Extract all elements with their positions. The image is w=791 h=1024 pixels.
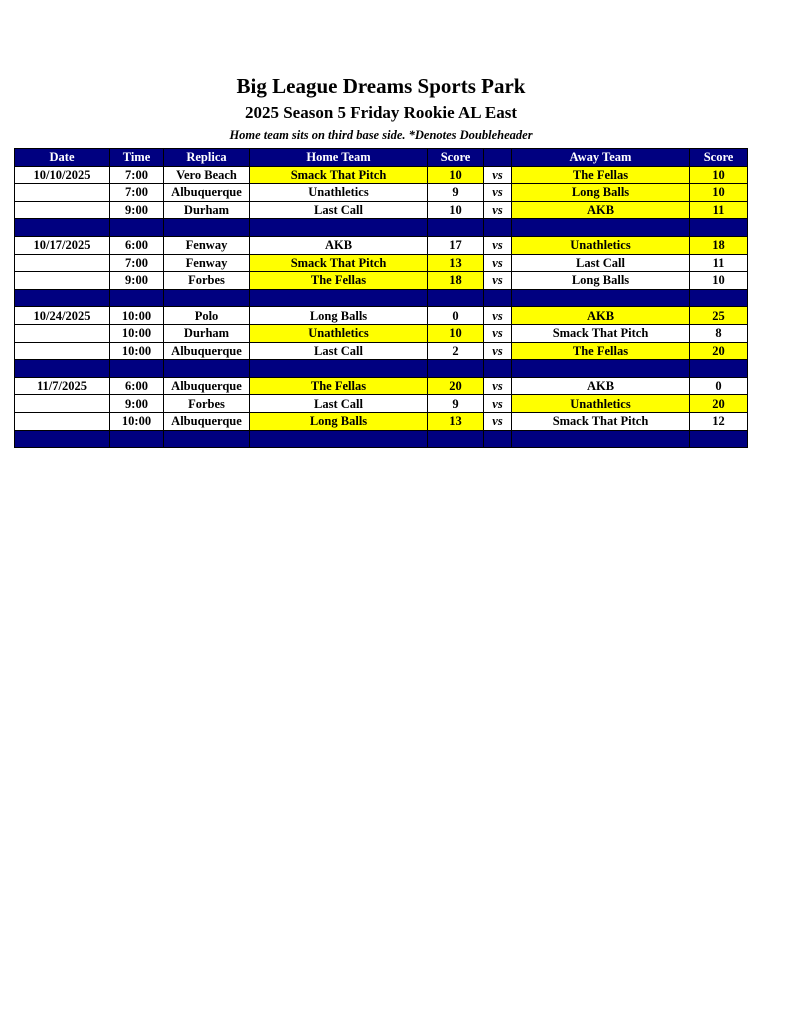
page-subtitle: 2025 Season 5 Friday Rookie AL East <box>244 103 518 122</box>
home-team: The Fellas <box>250 272 428 290</box>
away-score: 11 <box>690 201 748 219</box>
away-score: 8 <box>690 324 748 342</box>
vs-label: vs <box>484 324 512 342</box>
game-replica: Albuquerque <box>164 184 250 202</box>
page-title: Big League Dreams Sports Park <box>236 74 526 98</box>
game-time: 10:00 <box>110 412 164 430</box>
home-score: 0 <box>428 307 484 325</box>
game-replica: Durham <box>164 201 250 219</box>
away-team: Smack That Pitch <box>512 324 690 342</box>
game-time: 9:00 <box>110 395 164 413</box>
away-score: 20 <box>690 342 748 360</box>
home-score: 13 <box>428 412 484 430</box>
table-row <box>15 342 748 360</box>
game-date <box>15 324 110 342</box>
home-score: 17 <box>428 236 484 254</box>
vs-label: vs <box>484 412 512 430</box>
column-header-away-team: Away Team <box>512 149 690 167</box>
home-score: 2 <box>428 342 484 360</box>
home-team: Long Balls <box>250 307 428 325</box>
game-replica: Albuquerque <box>164 342 250 360</box>
away-score: 11 <box>690 254 748 272</box>
table-row <box>15 184 748 202</box>
away-score: 10 <box>690 184 748 202</box>
game-time: 10:00 <box>110 307 164 325</box>
game-replica: Polo <box>164 307 250 325</box>
game-replica: Forbes <box>164 395 250 413</box>
away-score: 10 <box>690 166 748 184</box>
game-replica: Durham <box>164 324 250 342</box>
table-row <box>15 307 748 325</box>
home-score: 20 <box>428 377 484 395</box>
column-header-home-team: Home Team <box>250 149 428 167</box>
home-score: 10 <box>428 166 484 184</box>
away-team: AKB <box>512 307 690 325</box>
away-team: AKB <box>512 201 690 219</box>
vs-label: vs <box>484 395 512 413</box>
game-replica: Fenway <box>164 254 250 272</box>
home-team: Unathletics <box>250 324 428 342</box>
table-row <box>15 166 748 184</box>
home-team: Last Call <box>250 342 428 360</box>
column-header-time: Time <box>110 149 164 167</box>
game-date <box>15 201 110 219</box>
table-row <box>15 272 748 290</box>
vs-label: vs <box>484 272 512 290</box>
away-score: 20 <box>690 395 748 413</box>
column-header-vs <box>484 149 512 167</box>
away-team: Unathletics <box>512 395 690 413</box>
game-time: 6:00 <box>110 377 164 395</box>
home-score: 13 <box>428 254 484 272</box>
game-time: 7:00 <box>110 254 164 272</box>
away-team: Long Balls <box>512 272 690 290</box>
game-time: 9:00 <box>110 272 164 290</box>
home-team: Last Call <box>250 395 428 413</box>
schedule-note: Home team sits on third base side. *Denotes Doubleheader <box>229 128 533 142</box>
table-row <box>15 377 748 395</box>
game-time: 10:00 <box>110 342 164 360</box>
game-date: 10/10/2025 <box>15 166 110 184</box>
table-row <box>15 236 748 254</box>
game-time: 6:00 <box>110 236 164 254</box>
home-score: 9 <box>428 184 484 202</box>
game-replica: Forbes <box>164 272 250 290</box>
schedule-table <box>14 148 748 448</box>
column-header-replica: Replica <box>164 149 250 167</box>
table-row <box>15 395 748 413</box>
game-date <box>15 254 110 272</box>
game-date: 11/7/2025 <box>15 377 110 395</box>
table-row <box>15 201 748 219</box>
away-score: 0 <box>690 377 748 395</box>
week-separator-row <box>15 289 748 307</box>
vs-label: vs <box>484 166 512 184</box>
vs-label: vs <box>484 377 512 395</box>
away-score: 10 <box>690 272 748 290</box>
column-header-date: Date <box>15 149 110 167</box>
home-team: Unathletics <box>250 184 428 202</box>
home-team: The Fellas <box>250 377 428 395</box>
week-separator-row <box>15 360 748 378</box>
away-team: Long Balls <box>512 184 690 202</box>
home-team: Last Call <box>250 201 428 219</box>
away-score: 25 <box>690 307 748 325</box>
home-score: 10 <box>428 201 484 219</box>
game-date <box>15 184 110 202</box>
game-replica: Albuquerque <box>164 377 250 395</box>
vs-label: vs <box>484 184 512 202</box>
column-header-home-score: Score <box>428 149 484 167</box>
game-date <box>15 342 110 360</box>
game-date <box>15 412 110 430</box>
game-time: 7:00 <box>110 184 164 202</box>
home-team: Smack That Pitch <box>250 254 428 272</box>
vs-label: vs <box>484 342 512 360</box>
vs-label: vs <box>484 307 512 325</box>
home-team: AKB <box>250 236 428 254</box>
away-team: Last Call <box>512 254 690 272</box>
table-row <box>15 412 748 430</box>
vs-label: vs <box>484 201 512 219</box>
away-team: The Fellas <box>512 342 690 360</box>
home-score: 9 <box>428 395 484 413</box>
away-score: 12 <box>690 412 748 430</box>
table-row <box>15 324 748 342</box>
away-team: Unathletics <box>512 236 690 254</box>
game-replica: Albuquerque <box>164 412 250 430</box>
game-time: 9:00 <box>110 201 164 219</box>
game-time: 7:00 <box>110 166 164 184</box>
game-time: 10:00 <box>110 324 164 342</box>
column-header-away-score: Score <box>690 149 748 167</box>
away-score: 18 <box>690 236 748 254</box>
vs-label: vs <box>484 254 512 272</box>
vs-label: vs <box>484 236 512 254</box>
away-team: AKB <box>512 377 690 395</box>
away-team: Smack That Pitch <box>512 412 690 430</box>
game-date <box>15 272 110 290</box>
week-separator-row <box>15 430 748 448</box>
game-date: 10/17/2025 <box>15 236 110 254</box>
home-team: Smack That Pitch <box>250 166 428 184</box>
game-replica: Vero Beach <box>164 166 250 184</box>
home-score: 18 <box>428 272 484 290</box>
home-score: 10 <box>428 324 484 342</box>
game-date: 10/24/2025 <box>15 307 110 325</box>
home-team: Long Balls <box>250 412 428 430</box>
week-separator-row <box>15 219 748 237</box>
away-team: The Fellas <box>512 166 690 184</box>
table-row <box>15 254 748 272</box>
game-date <box>15 395 110 413</box>
table-header-row <box>15 149 748 167</box>
game-replica: Fenway <box>164 236 250 254</box>
